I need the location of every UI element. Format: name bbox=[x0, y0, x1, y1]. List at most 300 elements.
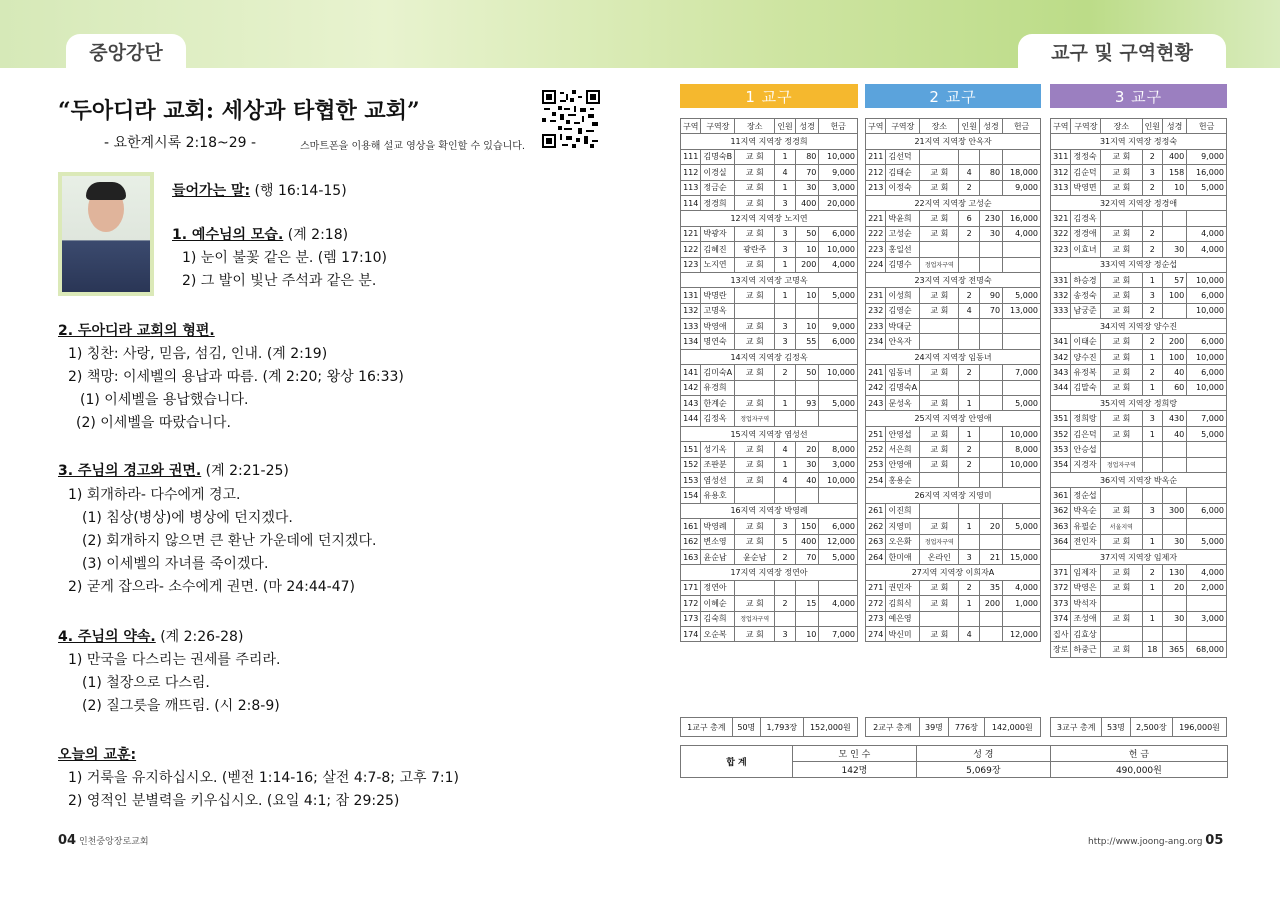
table-cell: 김명숙B bbox=[701, 149, 735, 164]
region-header: 22지역 지역장 고성순 bbox=[866, 195, 1041, 210]
table-row bbox=[681, 626, 858, 641]
table-cell: 하승경 bbox=[1071, 272, 1101, 287]
total-cell: 1교구 총계 bbox=[681, 718, 733, 737]
sermon-line-text: (2) 이세벨을 따랐습니다. bbox=[76, 415, 231, 431]
sermon-line-text: 2) 책망: 이세벨의 용납과 따름. (계 2:20; 왕상 16:33) bbox=[68, 369, 404, 385]
table-cell: 111 bbox=[681, 149, 701, 164]
group-header-1: 1 교구 bbox=[680, 84, 858, 108]
table-row bbox=[866, 503, 1041, 518]
table-cell: 김태순 bbox=[886, 165, 920, 180]
table-cell: 6,000 bbox=[819, 519, 858, 534]
column-header: 인원 bbox=[1142, 119, 1162, 134]
table-cell bbox=[1003, 149, 1041, 164]
table-cell bbox=[819, 488, 858, 503]
table-cell: 154 bbox=[681, 488, 701, 503]
table-cell: 교 회 bbox=[735, 457, 775, 472]
table-cell: 3,000 bbox=[819, 457, 858, 472]
table-cell bbox=[1163, 226, 1187, 241]
table-cell: 1 bbox=[959, 426, 979, 441]
table-cell: 15 bbox=[795, 596, 819, 611]
table-cell: 김명수 bbox=[886, 257, 920, 272]
column-header: 구역장 bbox=[886, 119, 920, 134]
table-cell: 2 bbox=[959, 580, 979, 595]
table-cell: 전인자 bbox=[1071, 534, 1101, 549]
table-cell: 6,000 bbox=[819, 334, 858, 349]
column-header: 구역 bbox=[1051, 119, 1071, 134]
group-header-2: 2 교구 bbox=[865, 84, 1041, 108]
total-cell: 196,000원 bbox=[1173, 718, 1227, 737]
table-cell: 박대군 bbox=[886, 319, 920, 334]
table-cell: 2 bbox=[959, 442, 979, 457]
table-cell bbox=[1101, 596, 1142, 611]
table-cell: 10,000 bbox=[1187, 303, 1227, 318]
table-cell: 2 bbox=[1142, 149, 1162, 164]
table-cell: 30 bbox=[1163, 242, 1187, 257]
sermon-line bbox=[58, 744, 136, 764]
grand-value-attendance: 142명 bbox=[793, 762, 917, 778]
table-cell: 10,000 bbox=[1003, 426, 1041, 441]
sermon-line-ref: (행 16:14-15) bbox=[250, 183, 347, 199]
table-cell: 변소영 bbox=[701, 534, 735, 549]
table-cell bbox=[920, 472, 959, 487]
table-row bbox=[1051, 596, 1227, 611]
table-row bbox=[681, 426, 858, 441]
table-cell: 70 bbox=[795, 165, 819, 180]
table-cell: 교 회 bbox=[735, 257, 775, 272]
table-cell: 교 회 bbox=[920, 211, 959, 226]
sermon-scripture: - 요한계시록 2:18~29 - bbox=[104, 135, 257, 151]
table-cell: 교 회 bbox=[735, 149, 775, 164]
table-cell: 3 bbox=[1142, 165, 1162, 180]
table-cell: 365 bbox=[1163, 642, 1187, 657]
table-cell: 121 bbox=[681, 226, 701, 241]
table-cell: 332 bbox=[1051, 288, 1071, 303]
table-cell: 8,000 bbox=[1003, 442, 1041, 457]
table-cell: 113 bbox=[681, 180, 701, 195]
sermon-line-text: (2) 질그릇을 깨뜨림. (시 2:8-9) bbox=[82, 698, 280, 714]
table-cell bbox=[1003, 319, 1041, 334]
table-cell: 양수진 bbox=[1071, 349, 1101, 364]
table-cell: 예은영 bbox=[886, 611, 920, 626]
region-header: 23지역 지역장 전명숙 bbox=[866, 272, 1041, 287]
sermon-line-ref: (계 2:18) bbox=[283, 227, 349, 243]
table-cell: 4,000 bbox=[819, 596, 858, 611]
table-cell: 4,000 bbox=[1187, 565, 1227, 580]
region-header: 16지역 지역장 박영례 bbox=[681, 503, 858, 518]
table-row bbox=[1051, 565, 1227, 580]
table-row bbox=[866, 303, 1041, 318]
table-row bbox=[1051, 626, 1227, 641]
table-cell bbox=[979, 626, 1002, 641]
table-row bbox=[681, 242, 858, 257]
table-cell: 144 bbox=[681, 411, 701, 426]
table-cell: 60 bbox=[1163, 380, 1187, 395]
table-cell: 322 bbox=[1051, 226, 1071, 241]
table-row bbox=[1051, 534, 1227, 549]
table-row bbox=[681, 134, 858, 149]
table-cell: 고명옥 bbox=[701, 303, 735, 318]
group-total-3 bbox=[1050, 717, 1227, 737]
grand-value-bible: 5,069장 bbox=[916, 762, 1050, 778]
table-cell: 교 회 bbox=[920, 365, 959, 380]
table-row bbox=[1051, 226, 1227, 241]
table-cell: 363 bbox=[1051, 519, 1071, 534]
table-cell: 274 bbox=[866, 626, 886, 641]
table-row bbox=[1051, 365, 1227, 380]
table-cell: 한미애 bbox=[886, 549, 920, 564]
table-cell: 박옥순 bbox=[1071, 503, 1101, 518]
sermon-line-text: (1) 침상(병상)에 병상에 던지겠다. bbox=[82, 510, 293, 526]
table-cell: 6,000 bbox=[1187, 365, 1227, 380]
table-cell bbox=[795, 411, 819, 426]
sermon-line bbox=[76, 412, 231, 432]
table-cell: 212 bbox=[866, 165, 886, 180]
column-header: 장소 bbox=[920, 119, 959, 134]
table-cell bbox=[819, 580, 858, 595]
table-cell: 9,000 bbox=[1003, 180, 1041, 195]
table-cell: 9,000 bbox=[819, 319, 858, 334]
table-row bbox=[866, 365, 1041, 380]
table-cell: 지영미 bbox=[886, 519, 920, 534]
table-cell: 174 bbox=[681, 626, 701, 641]
table-cell bbox=[1163, 303, 1187, 318]
table-cell: 교 회 bbox=[920, 426, 959, 441]
grand-header-offering: 헌 금 bbox=[1050, 746, 1227, 762]
column-header: 인원 bbox=[775, 119, 795, 134]
table-cell: 교 회 bbox=[735, 534, 775, 549]
table-row bbox=[866, 211, 1041, 226]
table-cell: 40 bbox=[795, 472, 819, 487]
table-cell: 5,000 bbox=[819, 288, 858, 303]
table-row bbox=[866, 457, 1041, 472]
table-cell: 351 bbox=[1051, 411, 1071, 426]
region-header: 12지역 지역장 노지연 bbox=[681, 211, 858, 226]
table-cell: 400 bbox=[795, 195, 819, 210]
table-cell: 교 회 bbox=[735, 165, 775, 180]
sermon-line-text: 2) 그 발이 빛난 주석과 같은 분. bbox=[182, 273, 377, 289]
total-cell: 50명 bbox=[732, 718, 760, 737]
table-row bbox=[1051, 319, 1227, 334]
table-cell: 김영순 bbox=[886, 303, 920, 318]
table-cell: 교 회 bbox=[1101, 503, 1142, 518]
table-cell: 교 회 bbox=[1101, 580, 1142, 595]
table-row bbox=[866, 565, 1041, 580]
table-cell: 12,000 bbox=[819, 534, 858, 549]
table-cell: 유정복 bbox=[1071, 365, 1101, 380]
table-cell: 361 bbox=[1051, 488, 1071, 503]
table-cell: 373 bbox=[1051, 596, 1071, 611]
church-url[interactable]: http://www.joong-ang.org bbox=[1088, 837, 1203, 847]
table-cell: 정정숙 bbox=[1071, 149, 1101, 164]
table-cell: 5,000 bbox=[819, 549, 858, 564]
table-row bbox=[1051, 303, 1227, 318]
table-cell bbox=[959, 380, 979, 395]
table-cell: 1 bbox=[1142, 611, 1162, 626]
table-row bbox=[866, 180, 1041, 195]
table-cell: 교 회 bbox=[735, 334, 775, 349]
table-cell bbox=[920, 319, 959, 334]
table-cell: 10,000 bbox=[819, 472, 858, 487]
table-cell: 정경희 bbox=[701, 195, 735, 210]
table-cell: 김희식 bbox=[886, 596, 920, 611]
region-header: 17지역 지역장 정연아 bbox=[681, 565, 858, 580]
table-cell: 6,000 bbox=[1187, 503, 1227, 518]
table-cell: 131 bbox=[681, 288, 701, 303]
table-cell bbox=[735, 580, 775, 595]
table-row bbox=[866, 611, 1041, 626]
table-cell bbox=[959, 472, 979, 487]
table-row bbox=[1051, 349, 1227, 364]
sermon-line bbox=[68, 767, 459, 787]
table-cell: 교 회 bbox=[1101, 226, 1142, 241]
sermon-line-text: 2) 영적인 분별력을 키우십시오. (요일 4:1; 잠 29:25) bbox=[68, 793, 400, 809]
table-cell bbox=[1163, 457, 1187, 472]
section-tab-left: 중앙강단 bbox=[66, 34, 186, 68]
table-cell: 정경애 bbox=[1071, 226, 1101, 241]
table-cell: 4 bbox=[775, 472, 795, 487]
table-cell: 1 bbox=[959, 396, 979, 411]
column-header: 성경 bbox=[795, 119, 819, 134]
table-cell: 안승섭 bbox=[1071, 442, 1101, 457]
table-row bbox=[1051, 411, 1227, 426]
table-cell: 68,000 bbox=[1187, 642, 1227, 657]
table-cell: 57 bbox=[1163, 272, 1187, 287]
sermon-line-text: 들어가는 말: bbox=[172, 183, 251, 199]
table-cell: 교 회 bbox=[735, 195, 775, 210]
table-cell: 유용호 bbox=[701, 488, 735, 503]
table-cell bbox=[979, 442, 1002, 457]
table-cell: 6,000 bbox=[1187, 334, 1227, 349]
total-cell: 152,000원 bbox=[803, 718, 857, 737]
table-cell: 243 bbox=[866, 396, 886, 411]
table-cell bbox=[959, 257, 979, 272]
table-cell: 10,000 bbox=[819, 242, 858, 257]
table-cell: 2 bbox=[1142, 365, 1162, 380]
table-cell: 151 bbox=[681, 442, 701, 457]
table-cell bbox=[819, 611, 858, 626]
table-cell: 20 bbox=[795, 442, 819, 457]
table-cell: 박석자 bbox=[1071, 596, 1101, 611]
sermon-line-text: (2) 회개하지 않으면 큰 환난 가운데에 던지겠다. bbox=[82, 533, 377, 549]
sermon-line-text: 1) 칭찬: 사랑, 믿음, 섬김, 인내. (계 2:19) bbox=[68, 346, 328, 362]
table-cell: 323 bbox=[1051, 242, 1071, 257]
table-cell bbox=[979, 426, 1002, 441]
table-cell: 371 bbox=[1051, 565, 1071, 580]
table-row bbox=[681, 411, 858, 426]
table-cell bbox=[979, 180, 1002, 195]
table-cell: 8,000 bbox=[819, 442, 858, 457]
table-cell: 교 회 bbox=[920, 226, 959, 241]
table-row bbox=[866, 626, 1041, 641]
table-cell: 221 bbox=[866, 211, 886, 226]
bible-watermark bbox=[126, 579, 473, 862]
table-cell bbox=[735, 380, 775, 395]
region-header: 21지역 지역장 안옥자 bbox=[866, 134, 1041, 149]
table-cell: 정연아 bbox=[701, 580, 735, 595]
table-row bbox=[1051, 257, 1227, 272]
sermon-line-ref: (계 2:21-25) bbox=[201, 463, 289, 479]
table-cell: 교 회 bbox=[1101, 303, 1142, 318]
table-cell bbox=[1003, 380, 1041, 395]
table-cell: 문성옥 bbox=[886, 396, 920, 411]
table-cell: 남궁준 bbox=[1071, 303, 1101, 318]
table-row bbox=[1051, 426, 1227, 441]
table-cell: 정업자구역 bbox=[735, 611, 775, 626]
table-row bbox=[1051, 396, 1227, 411]
table-cell: 400 bbox=[795, 534, 819, 549]
table-cell: 3 bbox=[775, 519, 795, 534]
column-header: 구역장 bbox=[1071, 119, 1101, 134]
table-row bbox=[866, 549, 1041, 564]
table-row bbox=[866, 426, 1041, 441]
table-cell: 박영례 bbox=[701, 519, 735, 534]
table-row bbox=[1051, 288, 1227, 303]
table-row bbox=[866, 534, 1041, 549]
table-cell bbox=[775, 580, 795, 595]
table-cell: 교 회 bbox=[1101, 426, 1142, 441]
table-cell bbox=[1142, 457, 1162, 472]
table-cell: 152 bbox=[681, 457, 701, 472]
table-row bbox=[681, 334, 858, 349]
table-cell: 1 bbox=[1142, 380, 1162, 395]
table-row bbox=[681, 457, 858, 472]
table-cell bbox=[920, 611, 959, 626]
table-row bbox=[866, 242, 1041, 257]
table-cell: 20 bbox=[979, 519, 1002, 534]
table-cell: 6,000 bbox=[1187, 288, 1227, 303]
table-cell: 이태순 bbox=[1071, 334, 1101, 349]
table-cell bbox=[979, 503, 1002, 518]
table-cell: 262 bbox=[866, 519, 886, 534]
table-row bbox=[681, 534, 858, 549]
table-cell bbox=[1142, 626, 1162, 641]
table-cell: 224 bbox=[866, 257, 886, 272]
table-row bbox=[681, 365, 858, 380]
table-cell: 5,000 bbox=[819, 396, 858, 411]
sermon-line bbox=[182, 247, 387, 267]
sermon-line-text: 1) 눈이 불꽃 같은 분. (렘 17:10) bbox=[182, 250, 387, 266]
table-row bbox=[1051, 488, 1227, 503]
table-cell: 90 bbox=[979, 288, 1002, 303]
table-cell bbox=[920, 149, 959, 164]
sermon-line bbox=[68, 366, 404, 386]
column-header: 성경 bbox=[979, 119, 1002, 134]
table-cell: 박영애 bbox=[701, 319, 735, 334]
column-header: 장소 bbox=[1101, 119, 1142, 134]
table-row bbox=[1051, 472, 1227, 487]
table-cell: 4,000 bbox=[1187, 226, 1227, 241]
sermon-line-text: 1) 회개하라- 다수에게 경고. bbox=[68, 487, 241, 503]
table-cell: 4,000 bbox=[1003, 226, 1041, 241]
table-cell bbox=[1187, 626, 1227, 641]
table-cell: 231 bbox=[866, 288, 886, 303]
table-cell: 교 회 bbox=[920, 442, 959, 457]
table-cell bbox=[1003, 334, 1041, 349]
table-cell: 지경자 bbox=[1071, 457, 1101, 472]
table-cell: 교 회 bbox=[735, 472, 775, 487]
table-cell: 5,000 bbox=[1187, 426, 1227, 441]
table-cell: 300 bbox=[1163, 503, 1187, 518]
table-cell bbox=[1101, 442, 1142, 457]
table-cell: 10,000 bbox=[819, 365, 858, 380]
table-cell: 3 bbox=[775, 319, 795, 334]
grand-header-bible: 성 경 bbox=[916, 746, 1050, 762]
table-cell: 30 bbox=[979, 226, 1002, 241]
table-row bbox=[681, 303, 858, 318]
table-cell: 213 bbox=[866, 180, 886, 195]
table-cell: 교 회 bbox=[920, 519, 959, 534]
grand-total-label: 합 계 bbox=[681, 746, 793, 778]
table-row bbox=[866, 288, 1041, 303]
table-cell: 윤순남 bbox=[735, 549, 775, 564]
table-cell: 이진희 bbox=[886, 503, 920, 518]
table-cell: 10,000 bbox=[819, 149, 858, 164]
table-cell: 교 회 bbox=[1101, 242, 1142, 257]
table-cell: 2 bbox=[775, 549, 795, 564]
column-header: 구역 bbox=[866, 119, 886, 134]
sermon-line-text: (3) 이세벨의 자녀를 죽이겠다. bbox=[82, 556, 269, 572]
table-row bbox=[681, 195, 858, 210]
qr-note: 스마트폰을 이용해 설교 영상을 확인할 수 있습니다. bbox=[300, 141, 526, 152]
table-row bbox=[866, 195, 1041, 210]
table-cell: 50 bbox=[795, 365, 819, 380]
table-cell: 3,000 bbox=[1187, 611, 1227, 626]
table-cell bbox=[979, 396, 1002, 411]
table-cell bbox=[795, 611, 819, 626]
table-row bbox=[681, 580, 858, 595]
table-cell: 김숙희 bbox=[701, 611, 735, 626]
table-cell: 251 bbox=[866, 426, 886, 441]
table-cell: 1 bbox=[1142, 534, 1162, 549]
table-row bbox=[681, 319, 858, 334]
table-cell: 명연숙 bbox=[701, 334, 735, 349]
table-cell: 7,000 bbox=[1003, 365, 1041, 380]
sermon-line-text: 2. 두아디라 교회의 형편. bbox=[58, 323, 215, 339]
table-cell bbox=[1101, 488, 1142, 503]
total-cell: 142,000원 bbox=[984, 718, 1040, 737]
table-cell: 교 회 bbox=[920, 180, 959, 195]
qr-code-icon[interactable] bbox=[541, 90, 601, 148]
table-row bbox=[1051, 211, 1227, 226]
table-cell bbox=[1003, 534, 1041, 549]
table-row bbox=[866, 226, 1041, 241]
table-cell: 김말숙 bbox=[1071, 380, 1101, 395]
total-cell: 2교구 총계 bbox=[866, 718, 920, 737]
table-cell: 2 bbox=[1142, 180, 1162, 195]
table-cell: 142 bbox=[681, 380, 701, 395]
table-row bbox=[866, 165, 1041, 180]
table-cell: 3 bbox=[1142, 288, 1162, 303]
table-cell: 박윤희 bbox=[886, 211, 920, 226]
table-row bbox=[1051, 180, 1227, 195]
table-cell bbox=[1187, 457, 1227, 472]
table-cell: 박영은 bbox=[1071, 580, 1101, 595]
table-cell: 80 bbox=[979, 165, 1002, 180]
table-cell: 1 bbox=[1142, 580, 1162, 595]
table-cell: 교 회 bbox=[735, 180, 775, 195]
sermon-line bbox=[58, 320, 215, 340]
table-cell: 1 bbox=[775, 257, 795, 272]
table-cell: 242 bbox=[866, 380, 886, 395]
table-cell: 교 회 bbox=[1101, 180, 1142, 195]
table-cell bbox=[920, 503, 959, 518]
column-header: 성경 bbox=[1163, 119, 1187, 134]
table-cell: 윤순남 bbox=[701, 549, 735, 564]
table-cell: 교 회 bbox=[1101, 411, 1142, 426]
region-header: 25지역 지역장 안영애 bbox=[866, 411, 1041, 426]
table-cell: 1 bbox=[775, 396, 795, 411]
table-cell: 3 bbox=[775, 226, 795, 241]
